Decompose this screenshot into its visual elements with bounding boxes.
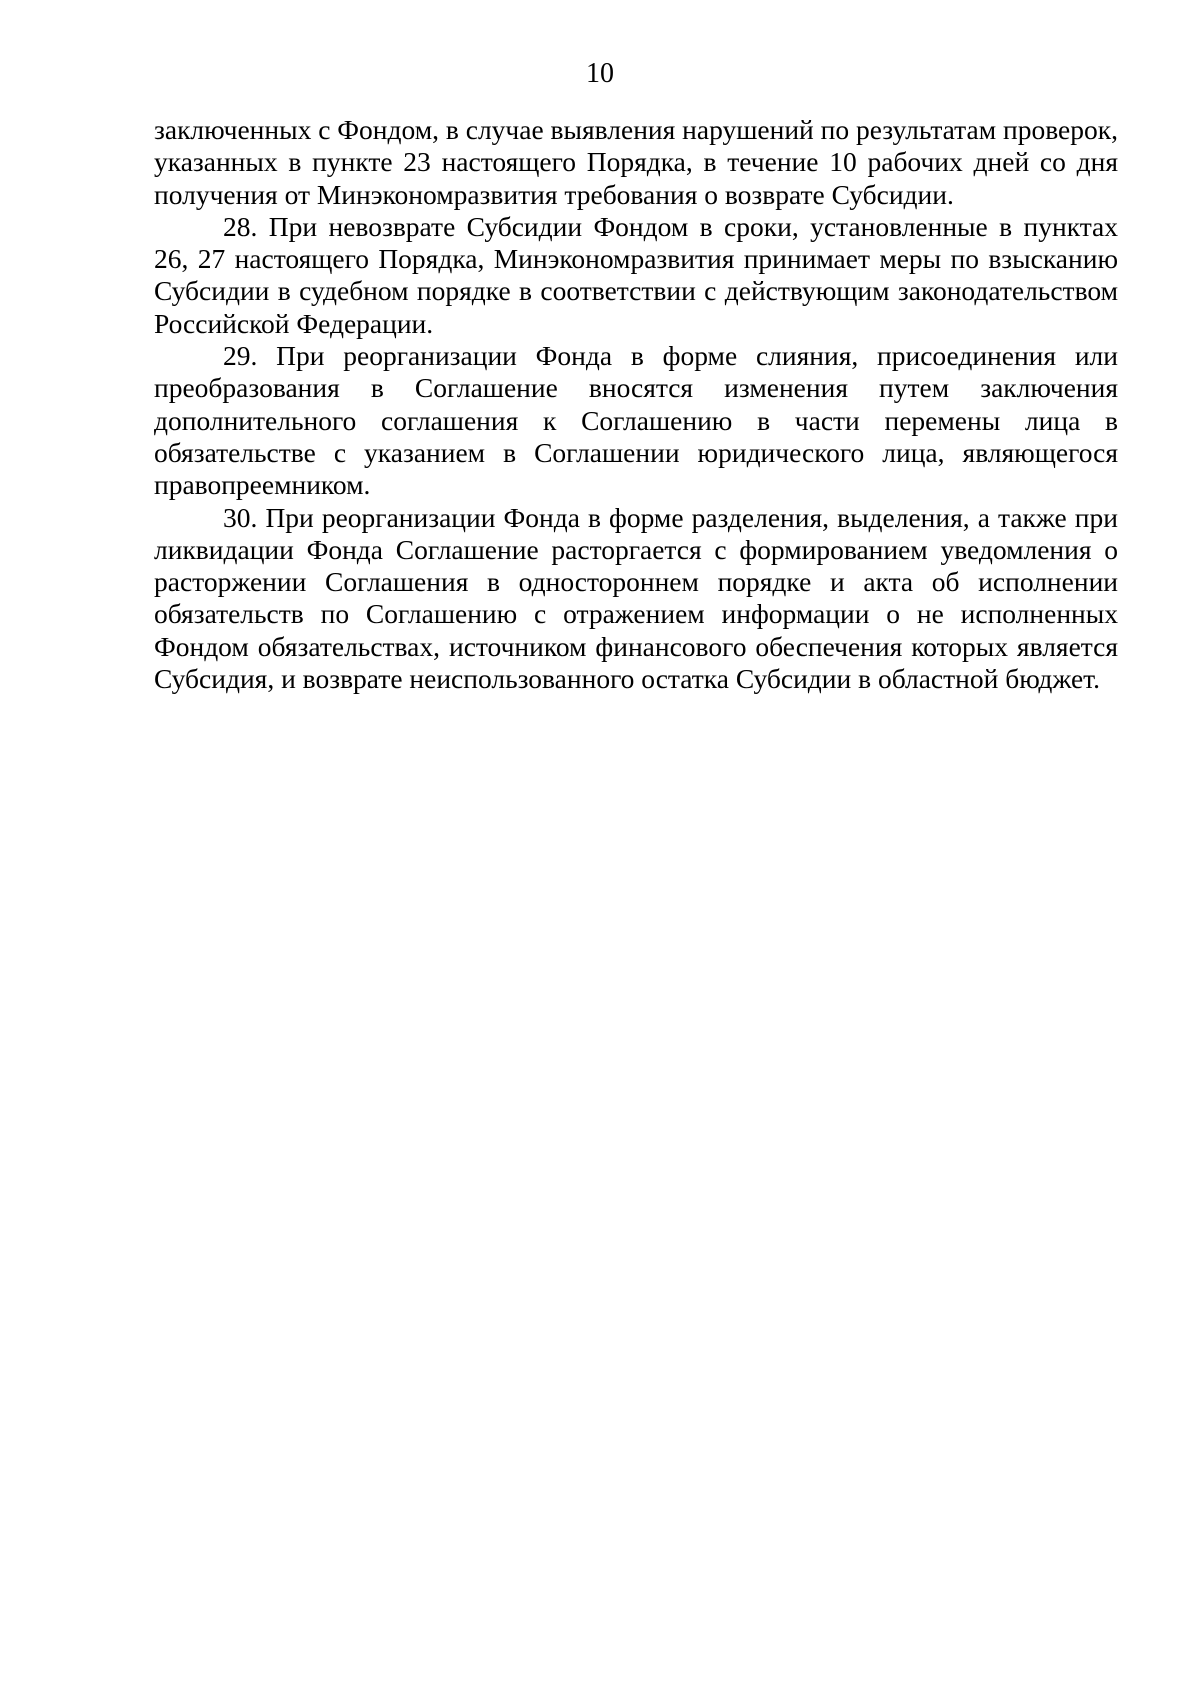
paragraph-continuation: заключенных с Фондом, в случае выявления нарушений по результатам проверок, указанных в пункте 23 настоящего Порядка, в течение 10 рабочих дней со дня получения от Минэкономразвития требования о возврате Субсидии. (154, 114, 1118, 210)
paragraph-30: 30. При реорганизации Фонда в форме разделения, выделения, а также при ликвидации Фонда Соглашение расторгается с формированием уведомления о расторжении Соглашения в одностороннем порядке и акта об исполнении обязательств по Соглашению с отражением информации о не исполненных Фондом обязательствах, источником финансового обеспечения которых является Субсидия, и возврате неиспользованного остатка Субсидии в областной бюджет. (154, 501, 1118, 695)
document-body (154, 114, 1118, 695)
paragraph-28: 28. При невозврате Субсидии Фондом в сроки, установленные в пунктах 26, 27 настоящего Порядка, Минэкономразвития принимает меры по взысканию Субсидии в судебном порядке в соответствии с действующим законодательством Российской Федерации. (154, 210, 1118, 339)
paragraph-29: 29. При реорганизации Фонда в форме слияния, присоединения или преобразования в Соглашение вносятся изменения путем заключения дополнительного соглашения к Соглашению в части перемены лица в обязательстве с указанием в Соглашении юридического лица, являющегося правопреемником. (154, 340, 1118, 501)
page-number: 10 (586, 58, 614, 89)
